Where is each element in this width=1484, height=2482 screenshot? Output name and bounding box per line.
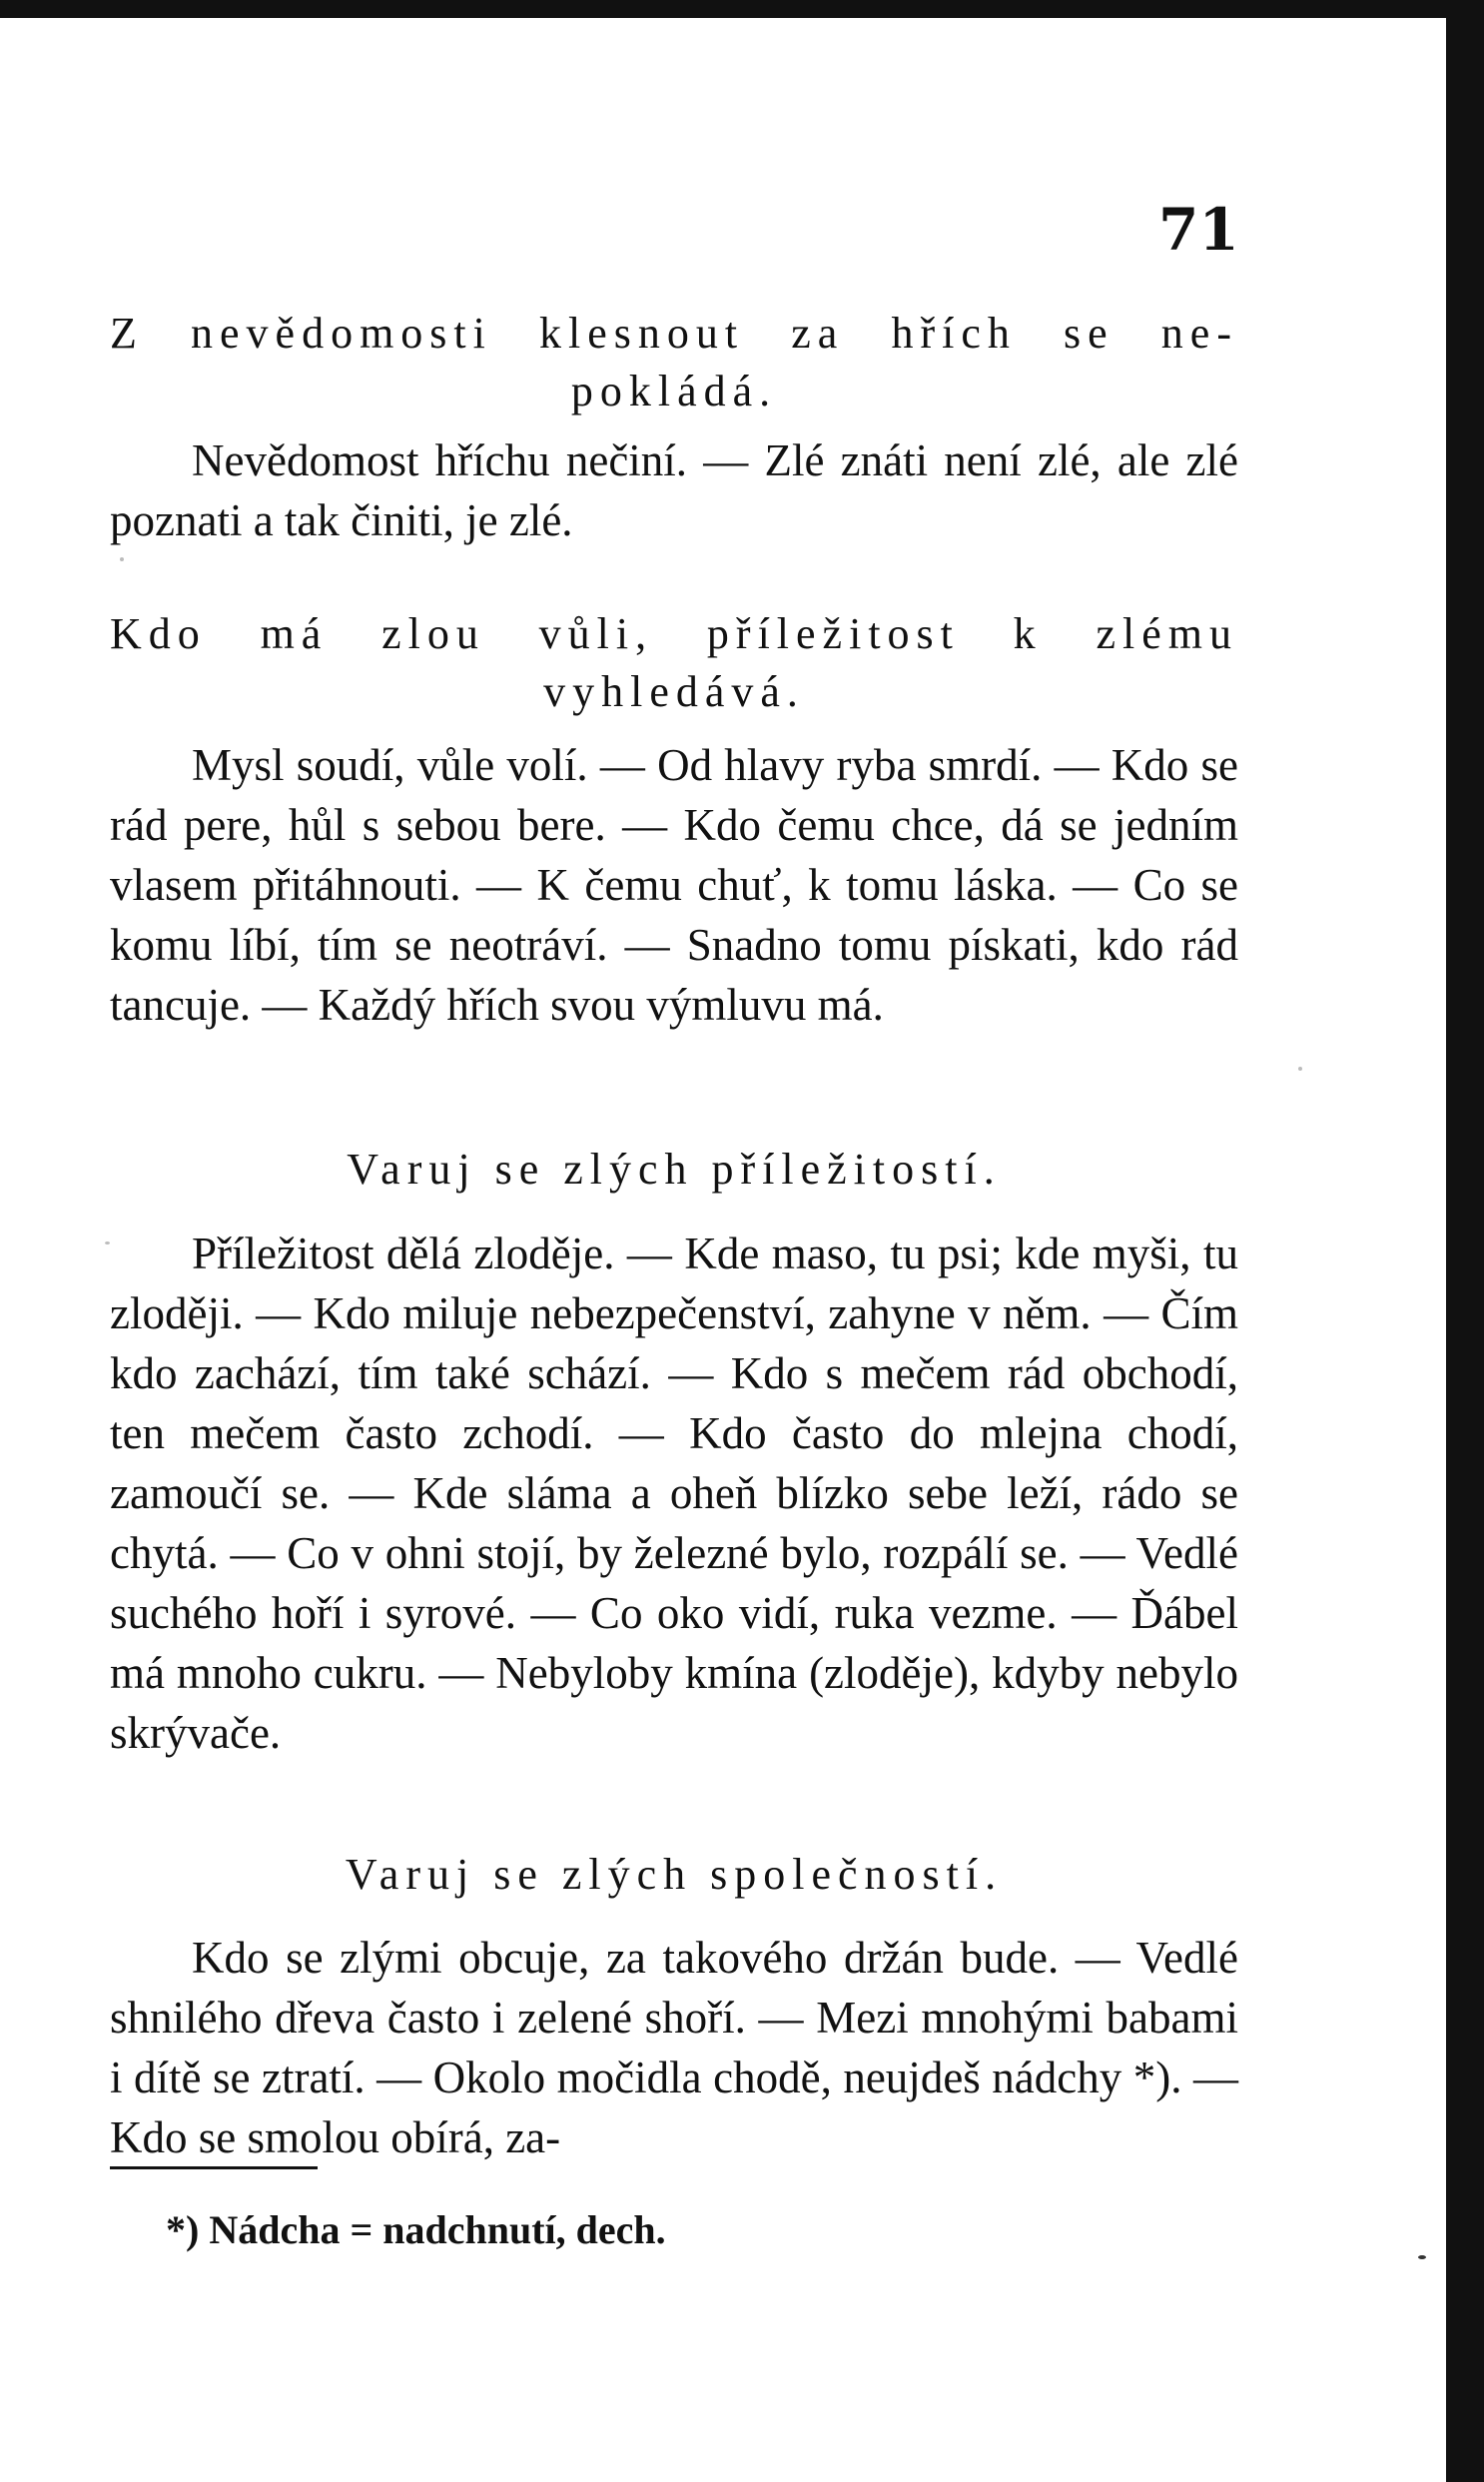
book-page — [0, 18, 1446, 2482]
section-heading-ill-will — [110, 605, 1238, 721]
scan-speck — [120, 557, 124, 561]
paragraph-bad-opportunities: Příležitost dělá zloděje. — Kde maso, tu psi; kde myši, tu zloději. — Kdo miluje nebezpečenství, zahyne v něm. — Čím kdo zachází, tím také schází. — Kdo s mečem rád obchodí, ten mečem často zchodí. — Kdo často do mlejna chodí, zamoučí se. — Kde sláma a oheň blízko sebe leží, rádo se chytá. — Co v ohni stojí, by železné bylo, rozpálí se. — Vedlé suchého hoří i syrové. — Co oko vidí, ruka vezme. — Ďábel má mnoho cukru. — Nebyloby kmína (zloděje), kdyby nebylo skrývače. — [110, 1229, 1238, 1758]
section-heading-bad-opportunities: Varuj se zlých příležitostí. — [347, 1145, 1002, 1194]
footnote-rule — [110, 2166, 318, 2169]
paragraph-ill-will: Mysl soudí, vůle volí. — Od hlavy ryba smrdí. — Kdo se rád pere, hůl s sebou bere. — Kdo čemu chce, dá se jedním vlasem přitáhnouti. — K čemu chuť, k tomu láska. — Co se komu líbí, tím se neotráví. — Snadno tomu pískati, kdo rád tancuje. — Každý hřích svou výmluvu má. — [110, 740, 1238, 1030]
heading-line: Kdo má zlou vůli, příležitost k zlému — [110, 609, 1238, 658]
scan-speck — [105, 1241, 110, 1244]
section-heading-bad-company: Varuj se zlých společností. — [345, 1850, 1004, 1899]
scan-speck — [1298, 1067, 1302, 1071]
scan-speck — [1418, 2255, 1426, 2259]
heading-line: pokládá. — [570, 367, 778, 415]
paragraph-bad-company: Kdo se zlými obcuje, za takového držán bude. — Vedlé shnilého dřeva často i zelené shoří. — Mezi mnohými babami i dítě se ztratí. — Okolo močidla chodě, neujdeš nádchy *). — Kdo se smolou obírá, za- — [110, 1933, 1238, 2162]
paragraph-ignorance: Nevědomost hříchu nečiní. — Zlé znáti není zlé, ale zlé poznati a tak činiti, je zlé. — [110, 435, 1238, 545]
section-heading-ignorance — [110, 305, 1238, 420]
footnote: *) Nádcha = nadchnutí, dech. — [166, 2207, 666, 2252]
heading-line: Z nevědomosti klesnout za hřích se ne- — [110, 309, 1238, 358]
page-number: 71 — [1158, 196, 1239, 264]
heading-line: vyhledává. — [543, 667, 805, 716]
